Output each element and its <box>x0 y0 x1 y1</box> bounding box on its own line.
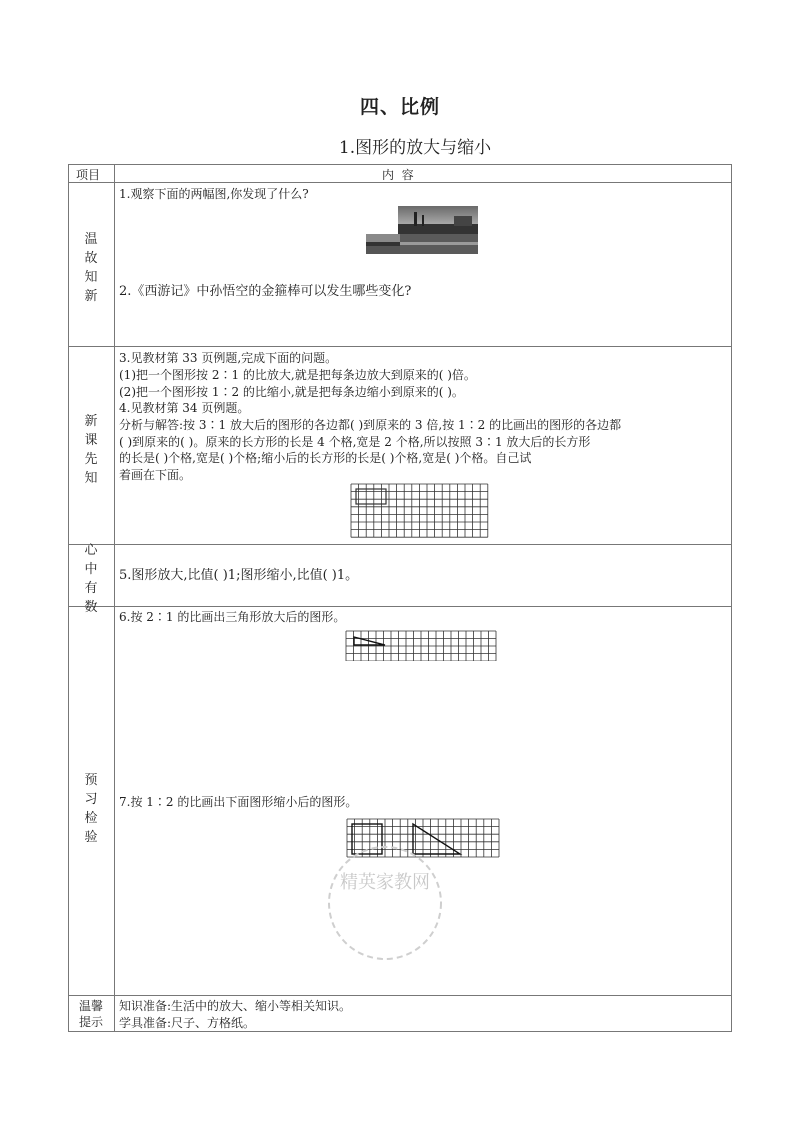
question-1: 1.观察下面的两幅图,你发现了什么? <box>119 187 309 201</box>
row-label-summary: 心 中 有 数 <box>84 543 98 615</box>
grid-paper-q4 <box>350 483 496 540</box>
analysis-line-4: 着画在下面。 <box>119 468 192 482</box>
small-photo <box>366 234 400 254</box>
lesson-subtitle: 1.图形的放大与缩小 <box>338 138 492 158</box>
column-header-item: 项目 <box>76 168 101 182</box>
column-header-content: 内 容 <box>382 168 414 182</box>
row-label-review: 温 故 知 新 <box>84 232 98 304</box>
analysis-line-2: ( )到原来的( )。原来的长方形的长是 4 个格,宽是 2 个格,所以按照 3∶1 放大后的长方形 <box>119 435 591 449</box>
question-4: 4.见教材第 34 页例题。 <box>119 401 250 415</box>
question-5: 5.图形放大,比值( )1;图形缩小,比值( )1。 <box>119 568 359 583</box>
question-3-2: (2)把一个图形按 1∶2 的比缩小,就是把每条边缩小到原来的( )。 <box>119 385 464 399</box>
grid-paper-q6 <box>345 630 500 661</box>
chapter-title: 四、比例 <box>359 96 440 118</box>
city-photo-pair <box>366 206 478 254</box>
row-label-check: 预 习 检 验 <box>84 773 98 845</box>
large-photo <box>398 206 478 254</box>
row-label-preview: 新 课 先 知 <box>84 414 98 486</box>
watermark-stamp <box>300 818 470 988</box>
question-3-1: (1)把一个图形按 2∶1 的比放大,就是把每条边放大到原来的( )倍。 <box>119 368 476 382</box>
tip-tools: 学具准备:尺子、方格纸。 <box>119 1016 256 1030</box>
question-6: 6.按 2∶1 的比画出三角形放大后的图形。 <box>119 610 346 624</box>
row-label-tips: 温馨 提示 <box>78 999 103 1029</box>
watermark-text: 精英家教网 <box>340 872 430 893</box>
question-2: 2.《西游记》中孙悟空的金箍棒可以发生哪些变化? <box>119 284 412 299</box>
question-7: 7.按 1∶2 的比画出下面图形缩小后的图形。 <box>119 795 358 809</box>
analysis-line-3: 的长是( )个格,宽是( )个格;缩小后的长方形的长是( )个格,宽是( )个格。自己试 <box>119 451 532 465</box>
question-3: 3.见教材第 33 页例题,完成下面的问题。 <box>119 351 338 365</box>
analysis-line-1: 分析与解答:按 3∶1 放大后的图形的各边都( )到原来的 3 倍,按 1∶2 的比画出的图形的各边都 <box>119 418 622 432</box>
tip-knowledge: 知识准备:生活中的放大、缩小等相关知识。 <box>119 999 352 1013</box>
